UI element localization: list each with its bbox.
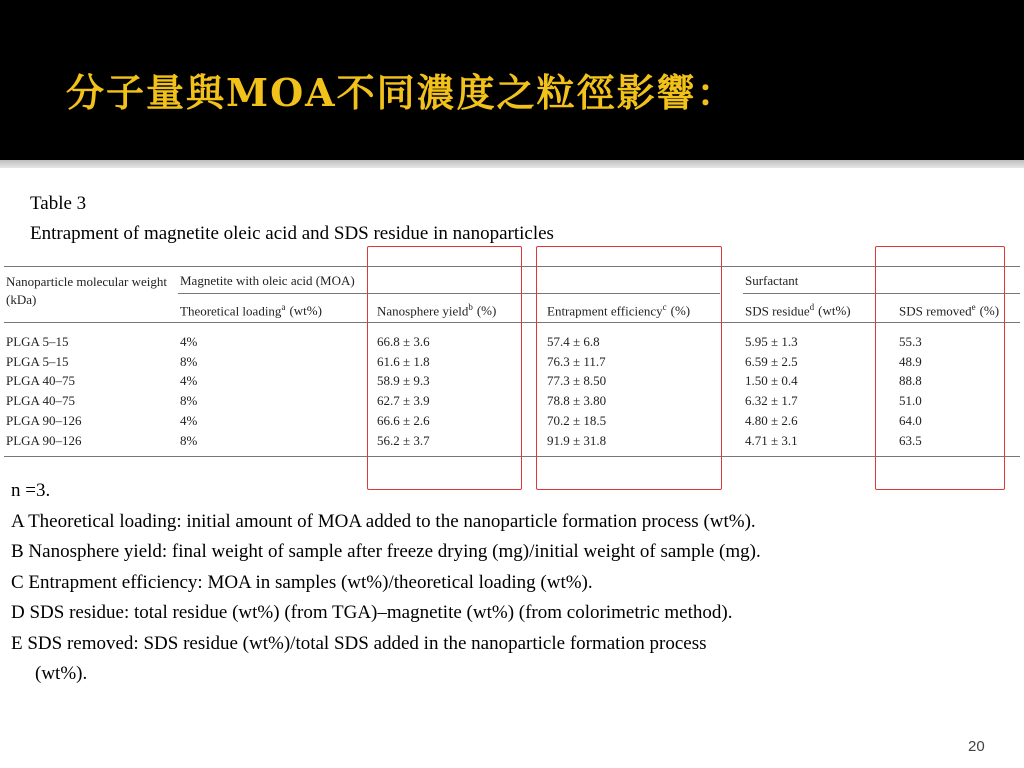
surfactant-group-header: Surfactant xyxy=(745,273,799,288)
cell-loading: 4% xyxy=(180,373,198,389)
cell-efficiency: 78.8 ± 3.80 xyxy=(547,393,607,409)
footnote-e: E SDS removed: SDS residue (wt%)/total SDS added in the nanoparticle formation process xyxy=(11,632,707,654)
cell-efficiency: 77.3 ± 8.50 xyxy=(547,373,607,389)
cell-yield: 62.7 ± 3.9 xyxy=(377,393,430,409)
cell-removed: 51.0 xyxy=(899,393,922,409)
cell-residue: 6.59 ± 2.5 xyxy=(745,353,798,369)
table-caption: Entrapment of magnetite oleic acid and SDS residue in nanoparticles xyxy=(30,223,554,244)
highlight-box-entrapment-efficiency xyxy=(536,246,722,490)
cell-residue: 4.80 ± 2.6 xyxy=(745,412,798,428)
title-separator xyxy=(0,160,1024,168)
moa-group-header: Magnetite with oleic acid (MOA) xyxy=(180,273,355,288)
cell-residue: 6.32 ± 1.7 xyxy=(745,393,798,409)
footnote-e-continued: (wt%). xyxy=(35,663,88,684)
row-name: PLGA 5–15 xyxy=(6,353,69,369)
footnote-c: C Entrapment efficiency: MOA in samples (wt%)/theoretical loading (wt%). xyxy=(11,571,593,593)
cell-yield: 56.2 ± 3.7 xyxy=(377,432,430,448)
cell-efficiency: 76.3 ± 11.7 xyxy=(547,353,606,369)
column-header: Entrapment efficiency$^c$ (%) xyxy=(547,302,691,319)
row-label-header: Nanoparticle molecular weight (kDa) xyxy=(6,274,167,307)
footnotes xyxy=(11,476,1001,690)
cell-yield: 58.9 ± 9.3 xyxy=(377,373,430,389)
cell-efficiency: 91.9 ± 31.8 xyxy=(547,432,607,448)
cell-efficiency: 57.4 ± 6.8 xyxy=(547,334,600,349)
column-header: SDS residue$^d$ (wt%) xyxy=(745,302,851,319)
cell-loading: 4% xyxy=(180,334,198,349)
slide-title: 分子量與MOA不同濃度之粒徑影響： xyxy=(66,70,737,115)
footnote-n: n =3. xyxy=(11,480,51,501)
cell-loading: 4% xyxy=(180,412,198,428)
cell-loading: 8% xyxy=(180,393,198,409)
cell-removed: 48.9 xyxy=(899,353,922,369)
cell-loading: 8% xyxy=(180,353,198,369)
cell-removed: 55.3 xyxy=(899,334,922,349)
footnote-d: D SDS residue: total residue (wt%) (from TGA)–magnetite (wt%) (from colorimetric method). xyxy=(11,602,733,623)
cell-yield: 61.6 ± 1.8 xyxy=(377,353,430,369)
highlight-box-sds-removed xyxy=(875,246,1005,490)
cell-efficiency: 70.2 ± 18.5 xyxy=(547,412,607,428)
cell-yield: 66.8 ± 3.6 xyxy=(377,334,430,349)
cell-removed: 88.8 xyxy=(899,373,922,389)
footnote-a: A Theoretical loading: initial amount of MOA added to the nanoparticle formation process (wt%). xyxy=(11,510,756,532)
highlight-box-nanosphere-yield xyxy=(367,246,522,490)
row-name: PLGA 90–126 xyxy=(6,412,82,428)
cell-residue: 5.95 ± 1.3 xyxy=(745,334,798,349)
cell-residue: 1.50 ± 0.4 xyxy=(745,373,798,389)
column-header: Nanosphere yield$^b$ (%) xyxy=(377,302,497,319)
column-header: Theoretical loading$^a$ (wt%) xyxy=(180,302,322,319)
page-number: 20 xyxy=(968,738,985,755)
cell-removed: 63.5 xyxy=(899,432,922,448)
row-name: PLGA 40–75 xyxy=(6,373,75,389)
column-header: SDS removed$^e$ (%) xyxy=(899,302,1000,319)
table-label: Table 3 xyxy=(30,193,87,214)
row-name: PLGA 5–15 xyxy=(6,334,69,349)
row-name: PLGA 40–75 xyxy=(6,393,75,409)
footnote-b: B Nanosphere yield: final weight of sample after freeze drying (mg)/initial weight of sample (mg). xyxy=(11,541,761,562)
cell-loading: 8% xyxy=(180,432,198,448)
cell-yield: 66.6 ± 2.6 xyxy=(377,412,430,428)
cell-removed: 64.0 xyxy=(899,412,922,428)
cell-residue: 4.71 ± 3.1 xyxy=(745,432,798,448)
row-name: PLGA 90–126 xyxy=(6,432,82,448)
